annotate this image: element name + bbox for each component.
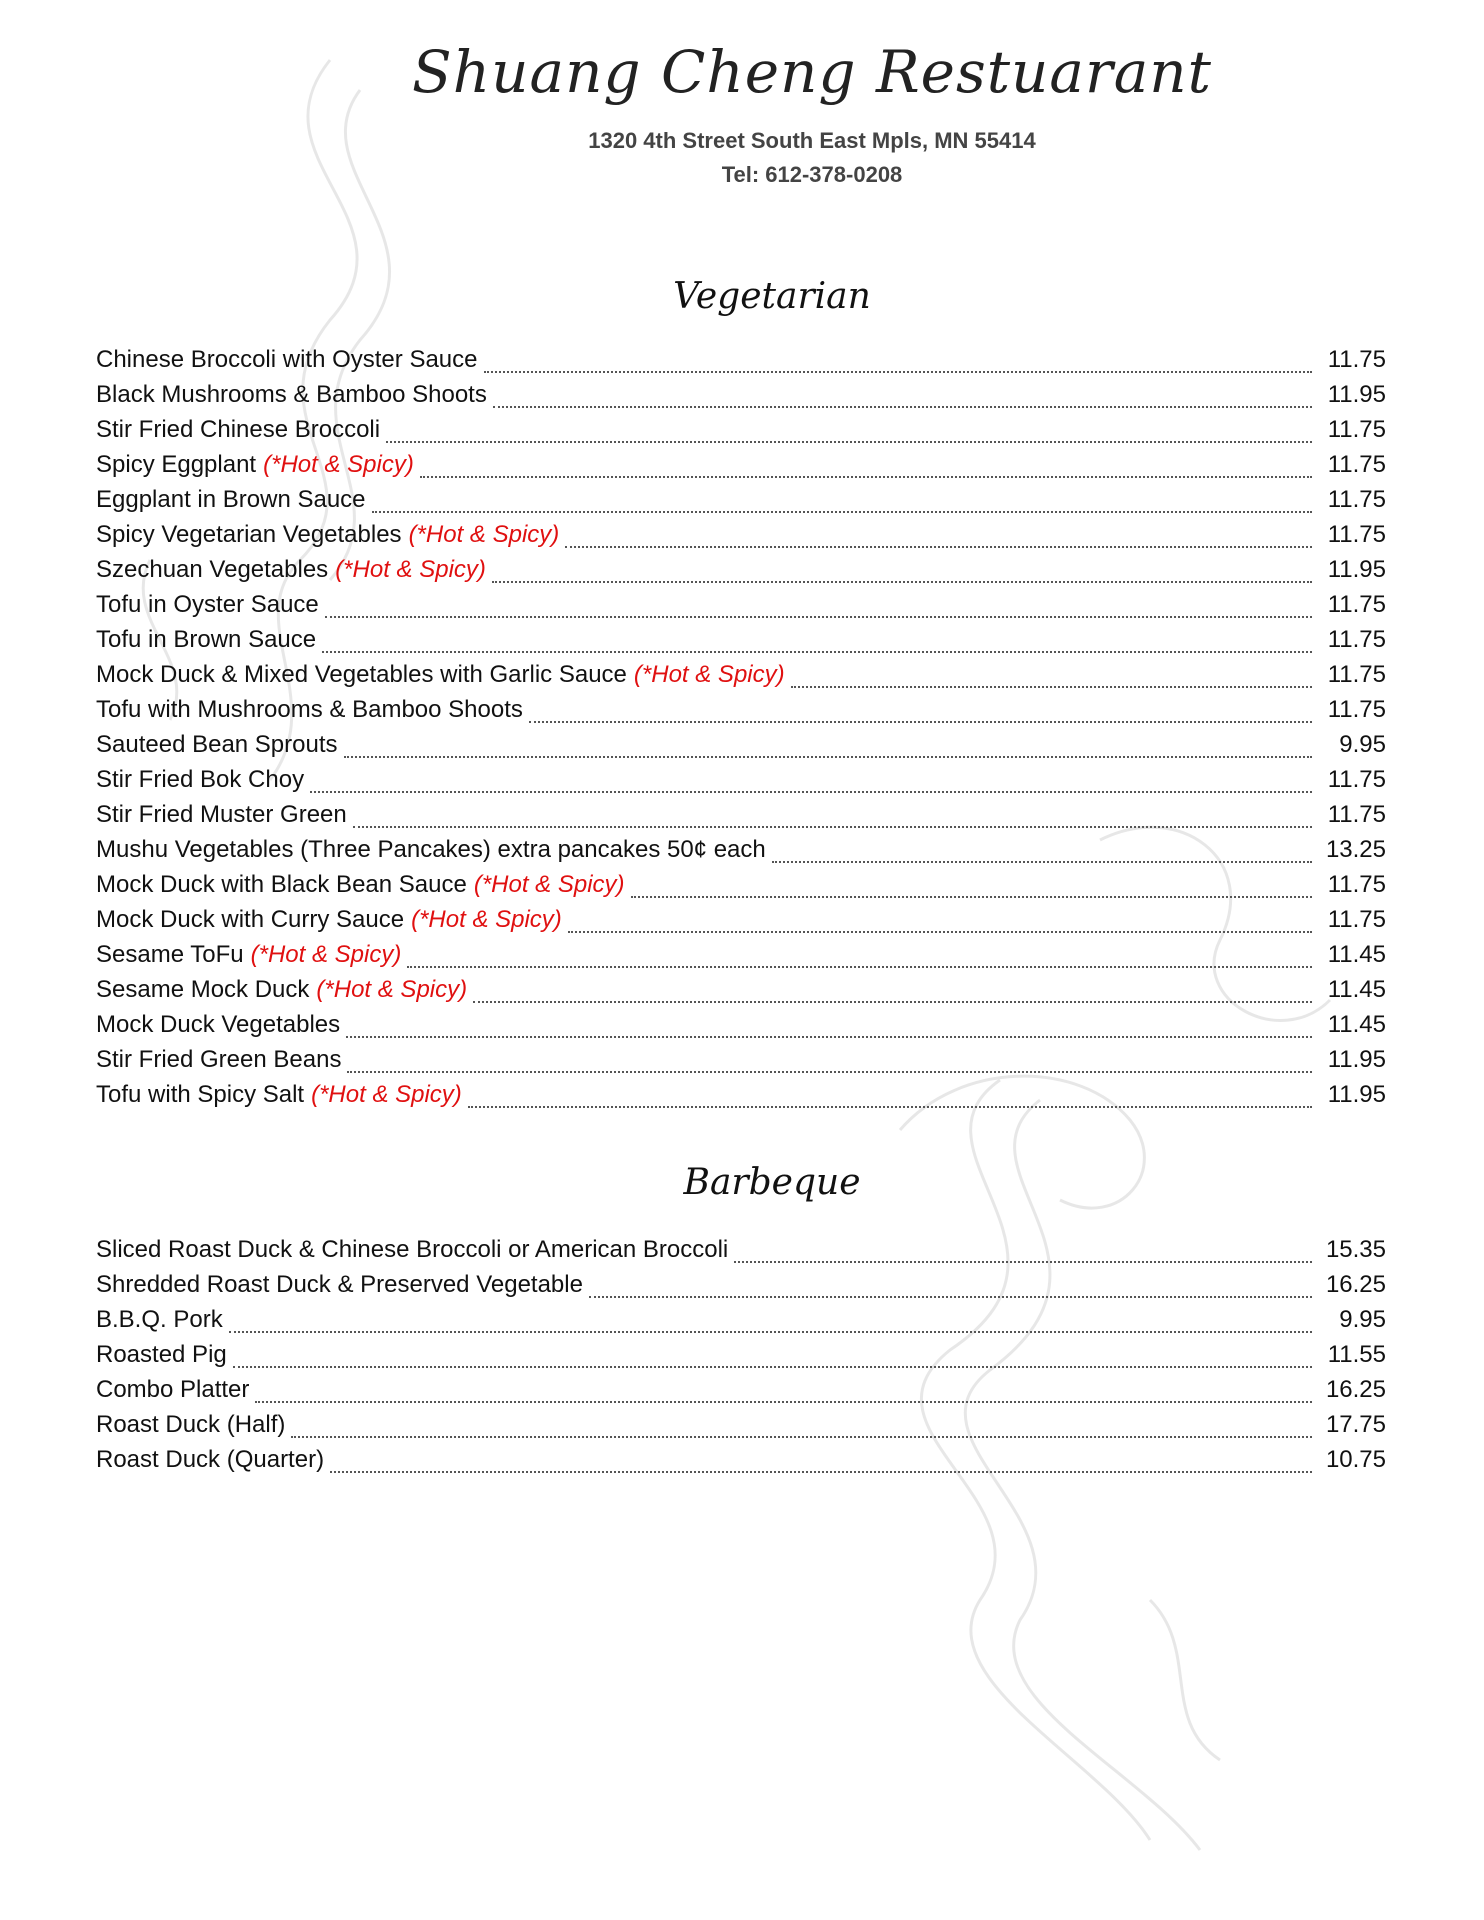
dot-leader bbox=[325, 616, 1312, 618]
menu-item bbox=[96, 836, 1386, 871]
menu-item bbox=[96, 626, 1386, 661]
restaurant-phone: Tel: 612-378-0208 bbox=[721, 162, 903, 187]
dot-leader bbox=[734, 1261, 1312, 1263]
menu-item-price: 11.75 bbox=[1327, 906, 1386, 933]
dot-leader bbox=[386, 441, 1312, 443]
dot-leader bbox=[346, 1036, 1312, 1038]
menu-item-price: 11.75 bbox=[1327, 801, 1386, 828]
dot-leader bbox=[322, 651, 1312, 653]
menu-item-name: Spicy Eggplant bbox=[96, 451, 257, 478]
menu-item-price: 9.95 bbox=[1339, 731, 1386, 758]
menu-item-name: Mock Duck & Mixed Vegetables with Garlic Sauce bbox=[96, 661, 627, 688]
menu-item-name: Tofu in Brown Sauce bbox=[96, 626, 317, 653]
menu-item-name: Szechuan Vegetables bbox=[96, 556, 329, 583]
menu-item-price: 11.75 bbox=[1327, 626, 1386, 653]
dot-leader bbox=[791, 686, 1312, 688]
menu-item bbox=[96, 906, 1386, 941]
menu-item bbox=[96, 801, 1386, 836]
menu-item bbox=[96, 1306, 1386, 1341]
menu-item-name: Shredded Roast Duck & Preserved Vegetable bbox=[96, 1271, 583, 1298]
hot-spicy-label: (*Hot & Spicy) bbox=[263, 451, 414, 478]
menu-item bbox=[96, 381, 1386, 416]
menu-item bbox=[96, 486, 1386, 521]
menu-item-name: Sesame ToFu bbox=[96, 941, 244, 968]
dot-leader bbox=[529, 721, 1312, 723]
hot-spicy-label: (*Hot & Spicy) bbox=[335, 556, 486, 583]
menu-item-name: Roasted Pig bbox=[96, 1341, 227, 1368]
menu-item bbox=[96, 1411, 1386, 1446]
menu-item-name: Sliced Roast Duck & Chinese Broccoli or American Broccoli bbox=[96, 1236, 729, 1263]
dot-leader bbox=[344, 756, 1312, 758]
vegetarian-menu-list bbox=[96, 346, 1386, 1116]
menu-item bbox=[96, 451, 1386, 486]
menu-item-price: 11.75 bbox=[1327, 486, 1386, 513]
menu-item bbox=[96, 521, 1386, 556]
hot-spicy-label: (*Hot & Spicy) bbox=[408, 521, 560, 548]
dot-leader bbox=[291, 1436, 1312, 1438]
menu-item bbox=[96, 941, 1386, 976]
menu-item-price: 13.25 bbox=[1325, 836, 1386, 863]
dot-leader bbox=[372, 511, 1312, 513]
dot-leader bbox=[255, 1401, 1312, 1403]
hot-spicy-label: (*Hot & Spicy) bbox=[411, 906, 562, 933]
dot-leader bbox=[589, 1296, 1312, 1298]
menu-item-name: Mushu Vegetables (Three Pancakes) extra pancakes 50¢ each bbox=[96, 836, 766, 863]
menu-item-price: 16.25 bbox=[1325, 1271, 1386, 1298]
menu-item-name: Mock Duck with Black Bean Sauce bbox=[96, 871, 467, 898]
menu-item-name: Stir Fried Muster Green bbox=[96, 801, 347, 828]
dot-leader bbox=[473, 1001, 1312, 1003]
restaurant-header bbox=[0, 38, 1484, 188]
menu-item bbox=[96, 1376, 1386, 1411]
menu-item-name: Tofu with Mushrooms & Bamboo Shoots bbox=[96, 696, 523, 723]
menu-item-name: Sauteed Bean Sprouts bbox=[96, 731, 338, 758]
menu-item bbox=[96, 591, 1386, 626]
menu-item bbox=[96, 976, 1386, 1011]
menu-item-price: 11.45 bbox=[1327, 941, 1386, 968]
menu-item-price: 11.75 bbox=[1327, 416, 1386, 443]
hot-spicy-label: (*Hot & Spicy) bbox=[311, 1081, 462, 1108]
menu-item bbox=[96, 766, 1386, 801]
menu-item bbox=[96, 346, 1386, 381]
dot-leader bbox=[310, 791, 1312, 793]
menu-item-price: 10.75 bbox=[1325, 1446, 1386, 1473]
section-title-barbeque: Barbeque bbox=[683, 1162, 861, 1203]
dot-leader bbox=[347, 1071, 1312, 1073]
menu-item-price: 11.95 bbox=[1327, 556, 1386, 583]
hot-spicy-label: (*Hot & Spicy) bbox=[633, 661, 785, 688]
menu-item-name: Combo Platter bbox=[96, 1376, 250, 1403]
hot-spicy-label: (*Hot & Spicy) bbox=[316, 976, 468, 1003]
dot-leader bbox=[484, 371, 1313, 373]
menu-item-price: 11.75 bbox=[1327, 871, 1386, 898]
menu-item bbox=[96, 1081, 1386, 1116]
dot-leader bbox=[330, 1471, 1312, 1473]
menu-item bbox=[96, 1446, 1386, 1481]
menu-item-name: B.B.Q. Pork bbox=[96, 1306, 223, 1333]
menu-item-price: 9.95 bbox=[1339, 1306, 1386, 1333]
menu-item-name: Mock Duck with Curry Sauce bbox=[96, 906, 405, 933]
menu-item bbox=[96, 416, 1386, 451]
menu-item-name: Mock Duck Vegetables bbox=[96, 1011, 341, 1038]
menu-item-price: 11.75 bbox=[1327, 591, 1386, 618]
menu-item bbox=[96, 661, 1386, 696]
menu-item-name: Tofu in Oyster Sauce bbox=[96, 591, 319, 618]
menu-item-price: 11.45 bbox=[1327, 976, 1386, 1003]
menu-item-name: Stir Fried Green Beans bbox=[96, 1046, 342, 1073]
menu-item-price: 11.75 bbox=[1327, 696, 1386, 723]
dot-leader bbox=[229, 1331, 1312, 1333]
menu-item-price: 16.25 bbox=[1325, 1376, 1386, 1403]
menu-item-name: Stir Fried Chinese Broccoli bbox=[96, 416, 381, 443]
menu-item bbox=[96, 696, 1386, 731]
menu-item-price: 11.45 bbox=[1327, 1011, 1386, 1038]
menu-item-name: Roast Duck (Quarter) bbox=[96, 1446, 325, 1473]
menu-item-price: 11.95 bbox=[1327, 381, 1386, 408]
menu-item-name: Tofu with Spicy Salt bbox=[96, 1081, 305, 1108]
dot-leader bbox=[468, 1106, 1312, 1108]
menu-item-name: Black Mushrooms & Bamboo Shoots bbox=[96, 381, 487, 408]
dot-leader bbox=[568, 931, 1312, 933]
menu-item bbox=[96, 1271, 1386, 1306]
restaurant-address: 1320 4th Street South East Mpls, MN 55414 bbox=[588, 128, 1036, 153]
menu-item-name: Roast Duck (Half) bbox=[96, 1411, 286, 1438]
menu-item-name: Stir Fried Bok Choy bbox=[96, 766, 305, 793]
menu-item-price: 17.75 bbox=[1325, 1411, 1386, 1438]
dot-leader bbox=[492, 581, 1312, 583]
dot-leader bbox=[233, 1366, 1312, 1368]
hot-spicy-label: (*Hot & Spicy) bbox=[473, 871, 625, 898]
menu-item-price: 11.55 bbox=[1327, 1341, 1386, 1368]
menu-item bbox=[96, 871, 1386, 906]
dot-leader bbox=[493, 406, 1312, 408]
menu-item bbox=[96, 731, 1386, 766]
menu-item-price: 11.75 bbox=[1327, 766, 1386, 793]
menu-item bbox=[96, 1046, 1386, 1081]
hot-spicy-label: (*Hot & Spicy) bbox=[250, 941, 402, 968]
menu-item-name: Eggplant in Brown Sauce bbox=[96, 486, 366, 513]
menu-item bbox=[96, 1341, 1386, 1376]
barbeque-menu-list bbox=[96, 1236, 1386, 1481]
menu-item-price: 11.75 bbox=[1327, 521, 1386, 548]
menu-item-name: Chinese Broccoli with Oyster Sauce bbox=[96, 346, 478, 373]
dot-leader bbox=[772, 861, 1312, 863]
menu-item-price: 15.35 bbox=[1325, 1236, 1386, 1263]
dot-leader bbox=[565, 546, 1312, 548]
restaurant-name: Shuang Cheng Restuarant bbox=[412, 38, 1212, 106]
menu-item-name: Sesame Mock Duck bbox=[96, 976, 310, 1003]
section-title-vegetarian: Vegetarian bbox=[673, 276, 871, 317]
dot-leader bbox=[631, 896, 1312, 898]
dot-leader bbox=[353, 826, 1312, 828]
menu-item-name: Spicy Vegetarian Vegetables bbox=[96, 521, 402, 548]
menu-item-price: 11.95 bbox=[1327, 1046, 1386, 1073]
dot-leader bbox=[420, 476, 1312, 478]
menu-item bbox=[96, 1236, 1386, 1271]
menu-item-price: 11.95 bbox=[1327, 1081, 1386, 1108]
dot-leader bbox=[407, 966, 1312, 968]
menu-item bbox=[96, 1011, 1386, 1046]
menu-item-price: 11.75 bbox=[1327, 451, 1386, 478]
menu-item-price: 11.75 bbox=[1327, 661, 1386, 688]
menu-item bbox=[96, 556, 1386, 591]
menu-item-price: 11.75 bbox=[1327, 346, 1386, 373]
